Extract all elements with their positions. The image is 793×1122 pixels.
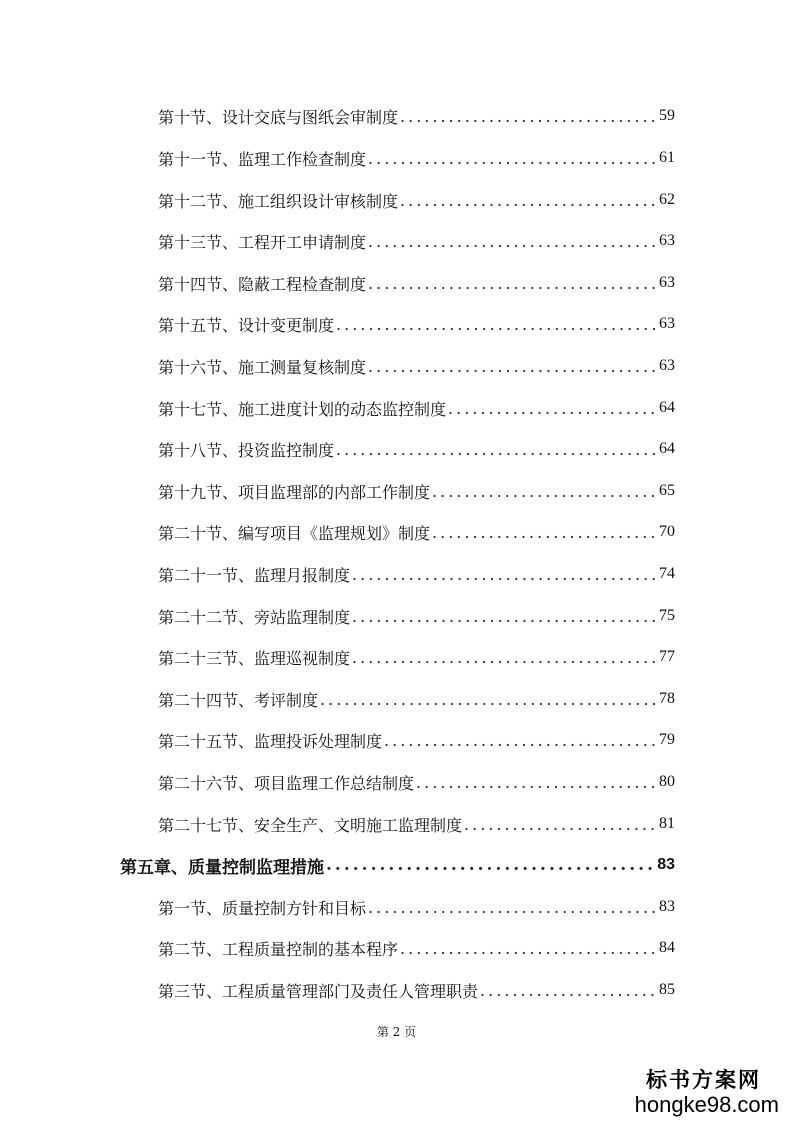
- toc-entry-page: 75: [659, 607, 675, 624]
- dot-leader: [326, 855, 653, 875]
- toc-entry-label: 第十二节、施工组织设计审核制度: [158, 191, 399, 211]
- toc-entry[interactable]: [158, 226, 675, 256]
- toc-entry-label: 第十五节、设计变更制度: [158, 315, 335, 335]
- toc-entry[interactable]: [158, 143, 675, 173]
- toc-entry-label: 第十节、设计交底与图纸会审制度: [158, 107, 399, 127]
- dot-leader: [368, 898, 655, 917]
- toc-entry-label: 第二十七节、安全生产、文明施工监理制度: [158, 815, 463, 835]
- toc-entry-label: 第十三节、工程开工申请制度: [158, 232, 367, 252]
- toc-entry-label: 第十六节、施工测量复核制度: [158, 357, 367, 377]
- dot-leader: [352, 648, 655, 667]
- page-footer: [0, 1023, 793, 1040]
- toc-entry-page: 74: [659, 565, 675, 582]
- dot-leader: [320, 690, 655, 709]
- toc-entry-page: 81: [659, 815, 675, 832]
- toc-entry-label: 第十四节、隐蔽工程检查制度: [158, 274, 367, 294]
- toc-entry[interactable]: [158, 185, 675, 215]
- dot-leader: [352, 607, 655, 626]
- toc-entry-label: 第二十二节、旁站监理制度: [158, 607, 351, 627]
- dot-leader: [368, 232, 655, 251]
- toc-entry-page: 62: [659, 191, 675, 208]
- toc-entry[interactable]: [158, 809, 675, 839]
- toc-entry-label: 第十八节、投资监控制度: [158, 440, 335, 460]
- site-watermark: [619, 1068, 779, 1118]
- toc-entry-page: 63: [659, 232, 675, 249]
- page-number: 第 2 页: [376, 1025, 417, 1039]
- toc-entry[interactable]: [158, 101, 675, 131]
- toc-entry-page: 84: [659, 939, 675, 956]
- toc-entry-label: 第五章、质量控制监理措施: [120, 857, 324, 878]
- dot-leader: [400, 939, 655, 958]
- dot-leader: [464, 815, 655, 834]
- toc-entry[interactable]: [158, 642, 675, 672]
- toc-entry-label: 第三节、工程质量管理部门及责任人管理职责: [158, 981, 479, 1001]
- toc-entry[interactable]: [158, 892, 675, 922]
- dot-leader: [368, 149, 655, 168]
- toc-entry-page: 63: [659, 357, 675, 374]
- toc-entry-page: 64: [659, 440, 675, 457]
- toc-entry[interactable]: [158, 351, 675, 381]
- toc-entry-label: 第二十节、编写项目《监理规划》制度: [158, 523, 431, 543]
- toc-entry[interactable]: [158, 601, 675, 631]
- dot-leader: [368, 274, 655, 293]
- dot-leader: [416, 773, 655, 792]
- watermark-url: hongke98.com: [634, 1092, 779, 1117]
- dot-leader: [352, 565, 655, 584]
- toc-entry[interactable]: [158, 393, 675, 423]
- toc-chapter-entry[interactable]: [120, 850, 675, 880]
- dot-leader: [384, 731, 655, 750]
- toc-entry[interactable]: [158, 684, 675, 714]
- toc-entry-label: 第二十三节、监理巡视制度: [158, 648, 351, 668]
- toc-entry[interactable]: [158, 933, 675, 963]
- toc-entry-page: 63: [659, 315, 675, 332]
- toc-entry[interactable]: [158, 559, 675, 589]
- toc-entry-page: 77: [659, 648, 675, 665]
- toc-entry-page: 65: [659, 482, 675, 499]
- toc-entry-page: 80: [659, 773, 675, 790]
- toc-entry-label: 第一节、质量控制方针和目标: [158, 898, 367, 918]
- toc-entry[interactable]: [158, 268, 675, 298]
- toc-entry-page: 59: [659, 107, 675, 124]
- toc-entry-label: 第二十四节、考评制度: [158, 690, 319, 710]
- dot-leader: [400, 107, 655, 126]
- toc-entry[interactable]: [158, 725, 675, 755]
- toc-entry-page: 83: [659, 898, 675, 915]
- toc-entry[interactable]: [158, 309, 675, 339]
- dot-leader: [448, 399, 655, 418]
- toc-entry-label: 第二十六节、项目监理工作总结制度: [158, 773, 415, 793]
- toc-entry-label: 第十一节、监理工作检查制度: [158, 149, 367, 169]
- dot-leader: [368, 357, 655, 376]
- toc-entry-label: 第十九节、项目监理部的内部工作制度: [158, 482, 431, 502]
- dot-leader: [400, 191, 655, 210]
- toc-entry[interactable]: [158, 517, 675, 547]
- toc-entry-label: 第二节、工程质量控制的基本程序: [158, 939, 399, 959]
- toc-entry[interactable]: [158, 476, 675, 506]
- dot-leader: [432, 523, 655, 542]
- toc-entry-page: 61: [659, 149, 675, 166]
- toc-entry-label: 第二十五节、监理投诉处理制度: [158, 731, 383, 751]
- toc-entry-page: 63: [659, 274, 675, 291]
- toc-entry-page: 70: [659, 523, 675, 540]
- toc-entry-label: 第二十一节、监理月报制度: [158, 565, 351, 585]
- watermark-title: 标书方案网: [646, 1067, 761, 1092]
- dot-leader: [336, 315, 655, 334]
- dot-leader: [480, 981, 655, 1000]
- toc-entry-page: 78: [659, 690, 675, 707]
- toc-entry-label: 第十七节、施工进度计划的动态监控制度: [158, 399, 447, 419]
- dot-leader: [432, 482, 655, 501]
- toc-entry-page: 83: [657, 856, 675, 873]
- toc-entry-page: 85: [659, 981, 675, 998]
- toc-entry-page: 64: [659, 399, 675, 416]
- toc-entry-page: 79: [659, 731, 675, 748]
- toc-entry[interactable]: [158, 975, 675, 1005]
- toc-entry[interactable]: [158, 767, 675, 797]
- dot-leader: [336, 440, 655, 459]
- toc-entry[interactable]: [158, 434, 675, 464]
